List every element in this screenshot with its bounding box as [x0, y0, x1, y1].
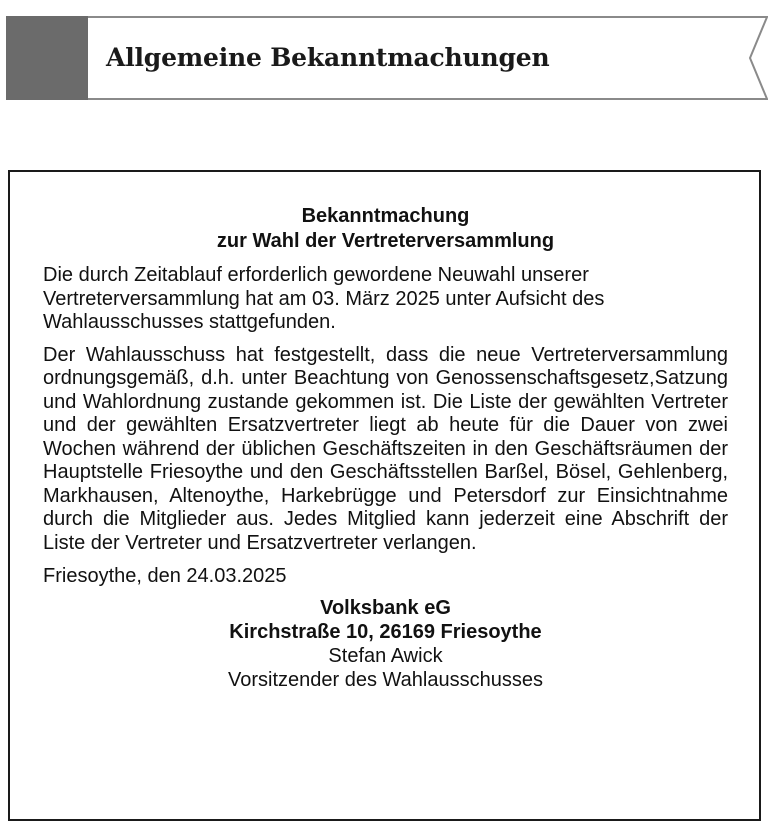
notice-box: [8, 170, 761, 821]
notice-heading-line2: zur Wahl der Vertreterversammlung: [216, 230, 555, 252]
signature-block: [43, 596, 728, 692]
signature-name: Stefan Awick: [328, 645, 443, 667]
notice-paragraph-1: Die durch Zeitablauf erforderlich gewordene Neuwahl unserer Vertreterversammlung hat am 03. März 2025 unter Aufsicht des Wahlausschusses stattgefunden.: [43, 264, 605, 333]
notice-heading-line1: Bekanntmachung: [301, 205, 470, 227]
notice-place-date: Friesoythe, den 24.03.2025: [43, 565, 287, 587]
notice-heading: [43, 204, 728, 254]
signature-role: Vorsitzender des Wahlausschusses: [228, 669, 543, 691]
section-color-block: [6, 16, 88, 100]
signature-address: Kirchstraße 10, 26169 Friesoythe: [229, 621, 542, 643]
notice-paragraph-2: Der Wahlausschuss hat festgestellt, dass die neue Vertreterversammlung ordnungsgemäß, d.h. unter Beachtung von Genossenschaftsgesetz,Satzung und Wahlordnung zustande gekommen ist. Die Liste der gewählten Vertreter und der gewählten Ersatzvertreter liegt ab heute für die Dauer von zwei Wochen während der üblichen Geschäftszeiten in den Geschäftsräumen der Hauptstelle Friesoythe und den Geschäftsstellen Barßel, Bösel, Gehlenberg, Markhausen, Altenoythe, Harkebrügge und Petersdorf zur Einsichtnahme durch die Mitglieder aus. Jedes Mitglied kann jederzeit eine Abschrift der Liste der Vertreter und Ersatzvertreter verlangen.: [43, 343, 728, 554]
notice-content: [43, 204, 728, 692]
signature-organization: Volksbank eG: [320, 597, 451, 619]
section-title: Allgemeine Bekanntmachungen: [106, 43, 550, 72]
section-header: [6, 16, 768, 100]
